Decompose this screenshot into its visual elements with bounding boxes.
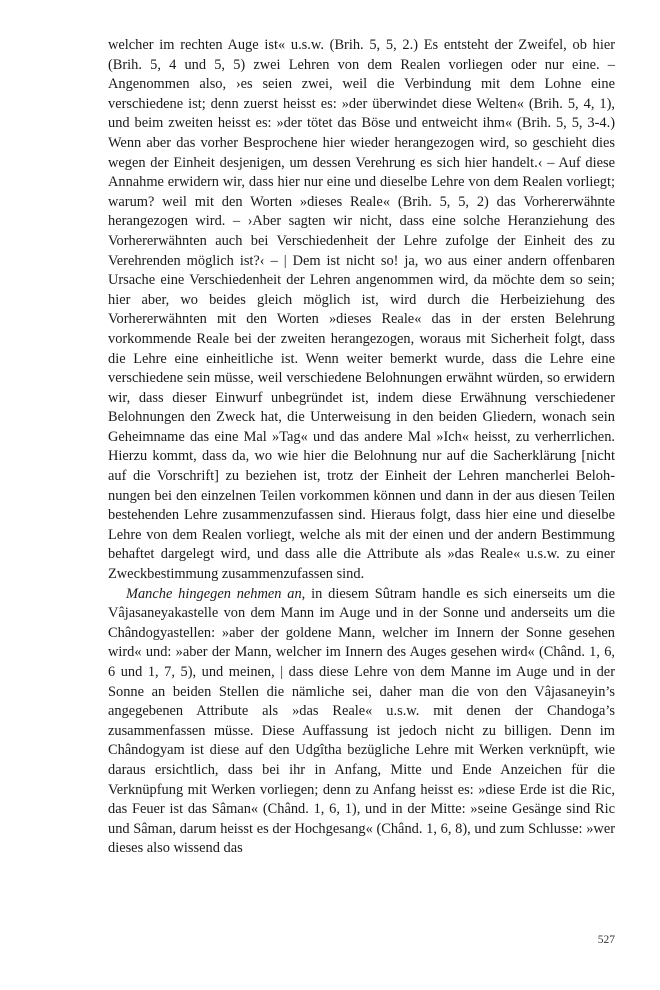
page-body (108, 36, 615, 859)
paragraph-2 (108, 585, 615, 859)
page-number: 527 (597, 934, 615, 946)
paragraph-1-text: welcher im rechten Auge ist« u.s.w. (Brih. 5, 5, 2.) Es entsteht der Zweifel, ob hier (Brih. 5, 4 und 5, 5) zwei Lehren von dem Realen vorliegen oder nur eine. – Angenommen also, ›es seien zwei, weil die Verbindung mit dem Lohne eine verschiedene ist; denn zuerst heisst es: »der überwindet diese Welten« (Brih. 5, 4, 1), und beim zweiten heisst es: »der tötet das Böse und entweicht ihm« (Brih. 5, 5, 3-4.) Wenn aber das vorher Besprochene hier wieder herangezogen wird, so geschieht dies wegen der Einheit desjenigen, um dessen Verehrung es sich hier handelt.‹ – Auf diese Annahme erwidern wir, dass hier nur eine und dieselbe Lehre von dem Realen vorliegt; warum? weil mit den Worten »dieses Reale« (Brih. 5, 5, 2) das Vorhererwähnte herangezogen wird. – ›Aber sagten wir nicht, dass eine solche Heranziehung des Vorhererwähnten auch bei Verschiedenheit der Lehre zufolge der Einheit des zu Verehrenden möglich ist?‹ – | Dem ist nicht so! ja, wo aus einer andern offenbaren Ursache eine Verschiedenheit der Lehren angenommen wird, da möchte dem so sein; hier aber, wo beides gleich möglich ist, wird durch die Herbeiziehung des Vorhererwähnten mit den Worten »dieses Reale« das in der ersten Belehrung vorkommende Reale bei der zweiten herangezogen, woraus mit Sicherheit folgt, dass die Lehre eine einheitliche ist. Wenn weiter bemerkt wurde, dass die Lehre eine verschiedene sein müsse, weil verschiedene Belohnungen erwähnt würden, so erwidern wir, dass dieser Einwurf unbegründet ist, indem diese Erwähnung verschiedener Belohnungen den Zweck hat, die Unterweisung in den beiden Gliedern, wonach sein Geheimname das eine Mal »Tag« und das andere Mal »Ich« heisst, zu verherrlichen. Hierzu kommt, dass da, wo wie hier die Belohnung nur auf die Sacherklärung [nicht auf die Vorschrift] zu beziehen ist, trotz der Einheit der Lehren mancherlei Belohnungen bei den einzelnen Teilen vorkommen können und dann in der aus diesen Teilen bestehenden Lehre zusammenzufassen sind. Hieraus folgt, dass hier eine und dieselbe Lehre von dem Realen vorliegt, welche als mit der einen und der andern Bestimmung behaftet dargelegt wird, und dass alle die Attribute als »das Reale« u.s.w. zu einer Zweckbestimmung zusammenzufassen sind. (108, 37, 615, 583)
paragraph-2-lead: Manche hingegen nehmen an, (126, 585, 306, 602)
paragraph-2-text: in diesem Sûtram handle es sich einerseits um die Vâjasaneyakastelle von dem Mann im Auge und in der Sonne und anderseits um die Chândogyastellen: »aber der goldene Mann, welcher im Innern der Sonne gesehen wird« und: »aber der Mann, welcher im Innern des Auges gesehen wird« (Chând. 1, 6, 6 und 1, 7, 5), und meinen, | dass diese Lehre von dem Manne im Auge und in der Sonne an beiden Stellen die nämliche sei, daher man die von den Vâjasaneyin’s angegebenen Attribute als »das Reale« u.s.w. mit denen der Chandoga’s zusammenfassen müsse. Diese Auffassung ist jedoch nicht zu billigen. Denn im Chândogyam ist diese auf den Udgîtha bezügliche Lehre mit Werken verknüpft, wie daraus ersichtlich, dass bei ihr in Anfang, Mitte und Ende Anzeichen für die Verknüpfung mit Werken vorliegen; denn zu Anfang heisst es: »diese Erde ist die Ric, das Feuer ist das Sâman« (Chând. 1, 6, 1), und in der Mitte: »seine Gesänge sind Ric und Sâman, darum heisst es der Hochgesang« (Chând. 1, 6, 8), und zum Schlusse: »wer dieses also wissend das (108, 585, 615, 857)
paragraph-1 (108, 36, 615, 585)
